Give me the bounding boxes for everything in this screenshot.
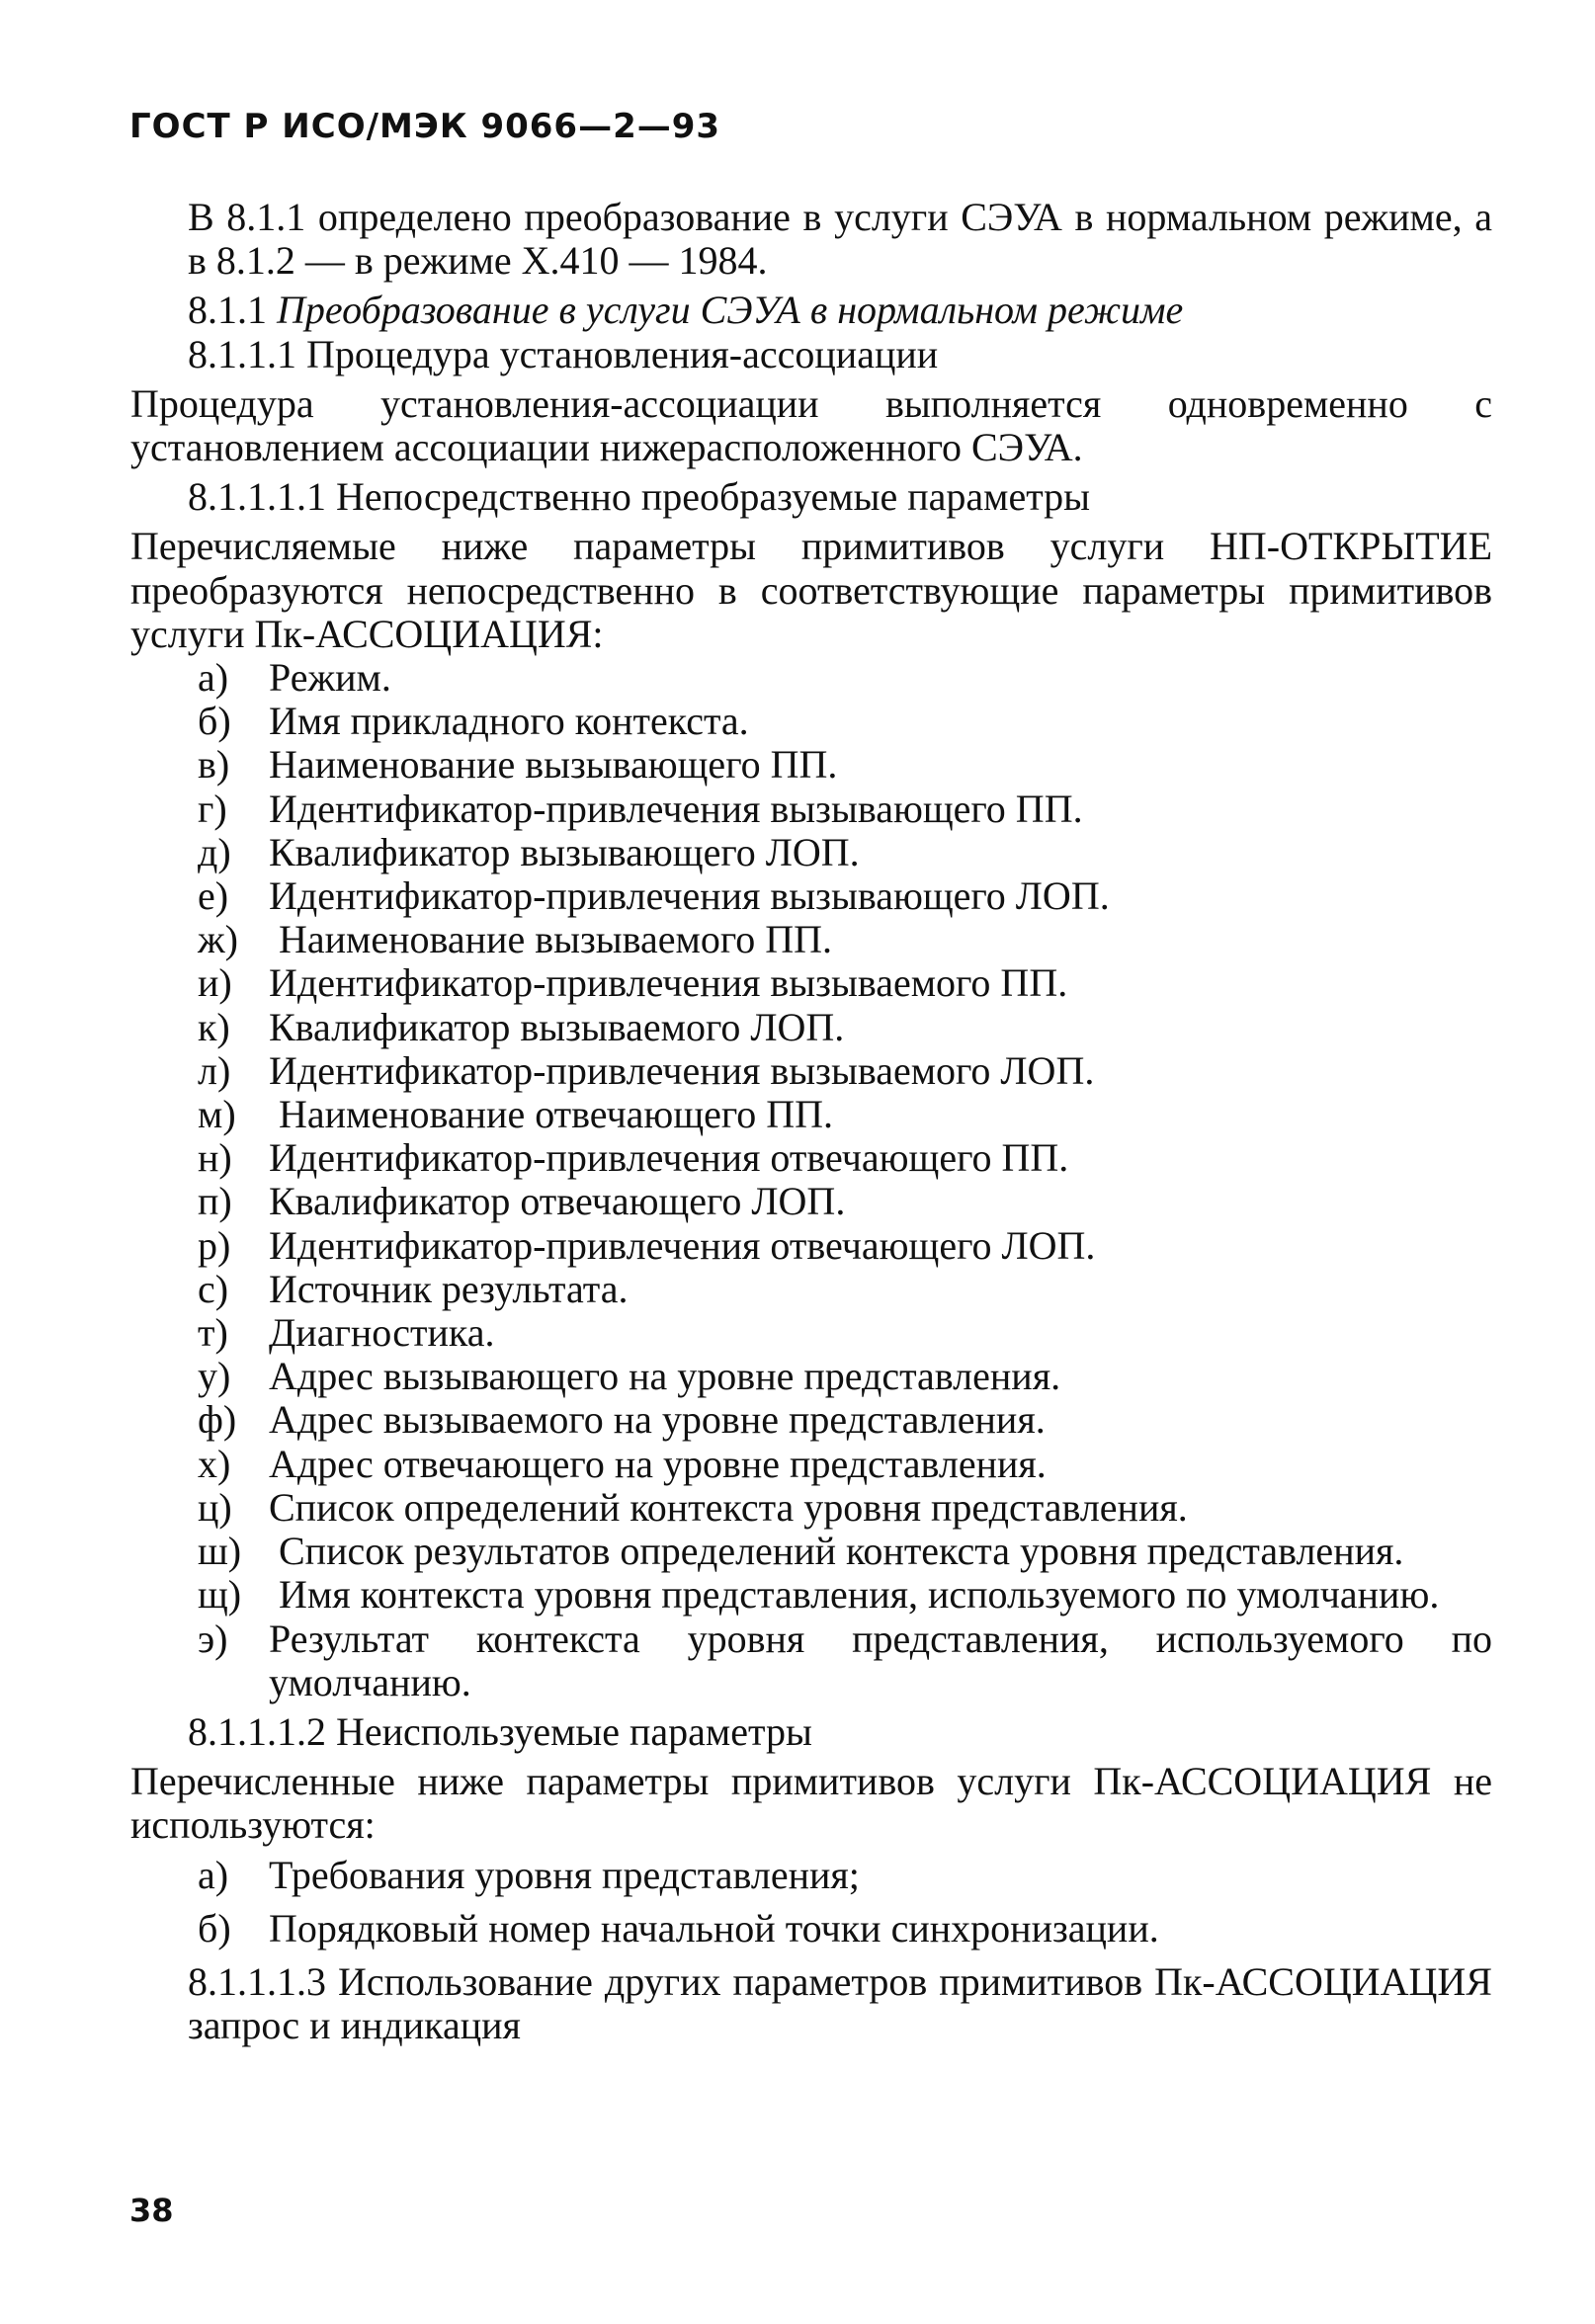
section-title: Преобразование в услуги СЭУА в нормальном режиме [277, 288, 1184, 333]
list-item-text: Список результатов определений контекста уровня представления. [279, 1529, 1404, 1574]
list-marker: г) [198, 786, 227, 831]
list-item [198, 1311, 1492, 1355]
list-marker: а) [198, 1852, 229, 1897]
list-item [198, 656, 1492, 700]
list-item-text: Адрес вызываемого на уровне представления. [269, 1397, 1046, 1443]
list-marker: д) [198, 829, 231, 874]
list-item-text: Идентификатор-привлечения отвечающего ПП. [269, 1135, 1069, 1181]
list-item-text: Режим. [269, 655, 391, 701]
list-item [198, 1093, 1492, 1136]
list-item [198, 1355, 1492, 1398]
list-item [198, 1530, 1492, 1573]
list-item-text: Требования уровня представления; [269, 1852, 860, 1897]
list-marker: п) [198, 1179, 232, 1224]
list-marker: м) [198, 1092, 236, 1137]
list-item [198, 1268, 1492, 1311]
section-number: 8.1.1 [188, 288, 267, 333]
intro-paragraph: В 8.1.1 определено преобразование в услуги СЭУА в нормальном режиме, а в 8.1.2 — в режиме Х.410 — 1984. [188, 195, 1492, 284]
mapped-parameters-list [188, 656, 1492, 1704]
list-marker: щ) [198, 1572, 242, 1618]
list-item-text: Квалификатор вызываемого ЛОП. [269, 1004, 845, 1049]
list-item-text: Наименование отвечающего ПП. [279, 1092, 834, 1137]
list-marker: н) [198, 1135, 232, 1181]
list-item [198, 1443, 1492, 1486]
list-marker: а) [198, 655, 229, 701]
list-item-text: Диагностика. [269, 1310, 495, 1356]
list-item [198, 1180, 1492, 1223]
list-item-text: Имя контекста уровня представления, используемого по умолчанию. [279, 1572, 1440, 1618]
list-item [198, 1006, 1492, 1049]
list-item [198, 788, 1492, 831]
list-item-text: Наименование вызываемого ПП. [279, 917, 832, 962]
list-item [198, 1573, 1492, 1617]
list-marker: ц) [198, 1484, 232, 1530]
list-marker: у) [198, 1354, 231, 1399]
list-item-text: Квалификатор отвечающего ЛОП. [269, 1179, 846, 1224]
list-item-text: Наименование вызывающего ПП. [269, 742, 838, 788]
list-item-text: Порядковый номер начальной точки синхронизации. [269, 1905, 1159, 1950]
list-item-text: Источник результата. [269, 1266, 629, 1311]
list-item-text: Идентификатор-привлечения вызываемого ЛОП. [269, 1047, 1095, 1093]
list-item-text: Квалификатор вызывающего ЛОП. [269, 829, 860, 874]
section-heading-8-1-1-1: 8.1.1.1 Процедура установления-ассоциации [188, 331, 939, 376]
list-marker: т) [198, 1310, 228, 1356]
section-heading-8-1-1-1-1: 8.1.1.1.1 Непосредственно преобразуемые параметры [188, 474, 1091, 520]
list-item [198, 1136, 1492, 1180]
list-marker: и) [198, 960, 232, 1006]
list-item [198, 1398, 1492, 1442]
list-marker: р) [198, 1222, 231, 1268]
list-item-text: Идентификатор-привлечения отвечающего ЛОП. [269, 1222, 1096, 1268]
list-marker: л) [198, 1047, 231, 1093]
list-item [198, 831, 1492, 874]
list-item [198, 1907, 1492, 1950]
list-marker: ж) [198, 917, 238, 962]
list-item-text: Список определений контекста уровня представления. [269, 1484, 1188, 1530]
paragraph-unused-parameters: Перечисленные ниже параметры примитивов услуги Пк-АССОЦИАЦИЯ не используются: [130, 1759, 1492, 1848]
list-marker: в) [198, 742, 230, 788]
unused-parameters-list [188, 1854, 1492, 1950]
list-item [198, 874, 1492, 918]
paragraph-association-procedure: Процедура установления-ассоциации выполняется одновременно с установлением ассоциации нижерасположенного СЭУА. [130, 380, 1492, 470]
section-heading-8-1-1-1-3: 8.1.1.1.3 Использование других параметров примитивов Пк-АССОЦИАЦИЯ запрос и индикация [188, 1958, 1492, 2048]
list-item-text: Адрес отвечающего на уровне представления. [269, 1441, 1047, 1486]
list-item-text: Имя прикладного контекста. [269, 699, 749, 744]
list-item [198, 1049, 1492, 1093]
running-title: ГОСТ Р ИСО/МЭК 9066—2—93 [129, 107, 721, 146]
list-item-text: Идентификатор-привлечения вызываемого ПП. [269, 960, 1068, 1006]
section-heading-8-1-1-1-2: 8.1.1.1.2 Неиспользуемые параметры [188, 1708, 812, 1754]
list-item-text: Идентификатор-привлечения вызывающего ПП. [269, 786, 1083, 831]
list-item [198, 1618, 1492, 1704]
body-text [130, 195, 1492, 2048]
list-marker: к) [198, 1004, 230, 1049]
list-item [198, 918, 1492, 961]
list-marker: ш) [198, 1529, 242, 1574]
list-item-text: Идентификатор-привлечения вызывающего ЛОП. [269, 873, 1110, 919]
list-item [198, 961, 1492, 1005]
list-item [198, 1854, 1492, 1897]
list-item-text: Результат контекста уровня представления, используемого по умолчанию. [269, 1616, 1492, 1704]
list-marker: б) [198, 699, 231, 744]
list-item [198, 1224, 1492, 1268]
list-item [198, 1486, 1492, 1530]
list-marker: э) [198, 1616, 228, 1661]
list-marker: х) [198, 1441, 231, 1486]
list-marker: е) [198, 873, 229, 919]
paragraph-mapped-parameters: Перечисляемые ниже параметры примитивов услуги НП-ОТКРЫТИЕ преобразуются непосредственно в соответствующие параметры примитивов услуги Пк-АССОЦИАЦИЯ: [130, 524, 1492, 656]
section-heading-8-1-1 [188, 289, 1492, 332]
list-marker: с) [198, 1266, 229, 1311]
list-item-text: Адрес вызывающего на уровне представления. [269, 1354, 1061, 1399]
page-number: 38 [129, 2192, 174, 2229]
list-marker: б) [198, 1905, 231, 1950]
list-item [198, 700, 1492, 743]
list-marker: ф) [198, 1397, 237, 1443]
list-item [198, 743, 1492, 787]
